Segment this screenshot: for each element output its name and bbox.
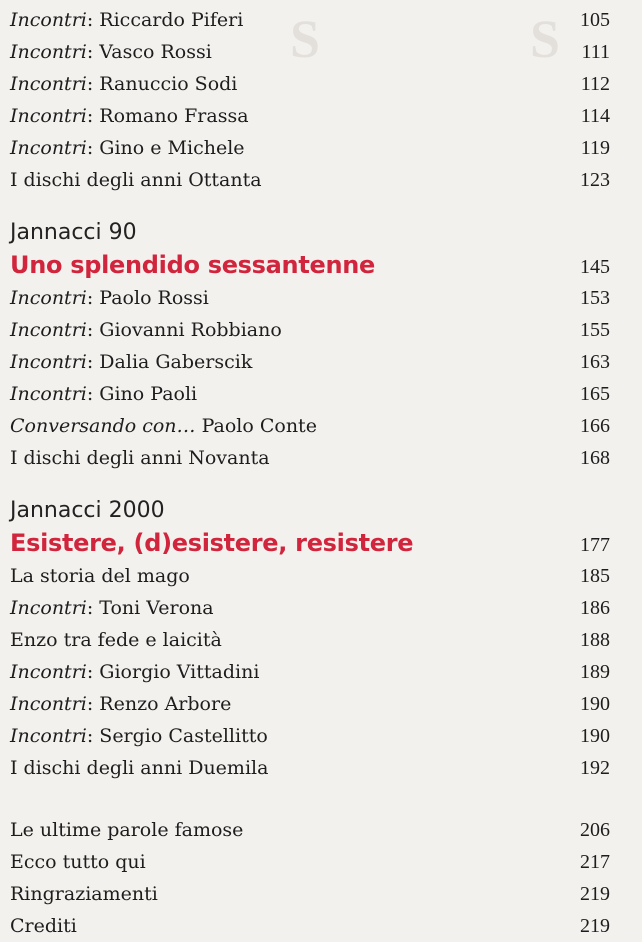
toc-entry [10,36,610,68]
toc-entry [10,846,610,878]
chapter-page-number: 145 [580,256,610,278]
toc-entry [10,878,610,910]
section-spacer [10,196,610,218]
table-of-contents [10,0,610,942]
toc-entry [10,314,610,346]
chapter-title: Esistere, (d)esistere, resistere [10,529,414,557]
toc-entry [10,100,610,132]
toc-entry [10,410,610,442]
toc-entry [10,910,610,942]
entry-page-number: 186 [580,597,610,619]
entry-page-number: 153 [580,287,610,309]
entry-title: Enzo tra fede e laicità [10,629,222,651]
toc-entry [10,68,610,100]
entry-title: I dischi degli anni Ottanta [10,169,262,191]
toc-entry [10,560,610,592]
entry-title: Ecco tutto qui [10,851,146,873]
chapter-page-number: 177 [580,534,610,556]
toc-entry [10,346,610,378]
entry-title: Incontri: Gino e Michele [10,137,245,159]
entry-page-number: 192 [580,757,610,779]
decade-heading: Jannacci 2000 [10,498,165,523]
entry-title: I dischi degli anni Novanta [10,447,270,469]
toc-entry [10,592,610,624]
entry-title: I dischi degli anni Duemila [10,757,269,779]
toc-section-90 [10,218,610,474]
entry-title: Incontri: Paolo Rossi [10,287,209,309]
entry-title: Crediti [10,915,77,937]
entry-page-number: 190 [580,725,610,747]
entry-title: Incontri: Riccardo Piferi [10,9,244,31]
toc-entry [10,624,610,656]
toc-section-2000 [10,496,610,784]
entry-page-number: 166 [580,415,610,437]
entry-page-number: 206 [580,819,610,841]
toc-entry [10,656,610,688]
entry-page-number: 188 [580,629,610,651]
entry-title: Incontri: Giorgio Vittadini [10,661,260,683]
entry-title: La storia del mago [10,565,190,587]
toc-entry [10,378,610,410]
entry-page-number: 155 [580,319,610,341]
entry-page-number: 190 [580,693,610,715]
toc-entry [10,814,610,846]
entry-title: Conversando con… Paolo Conte [10,415,317,437]
section-spacer [10,784,610,814]
entry-title: Incontri: Gino Paoli [10,383,198,405]
toc-entry [10,688,610,720]
chapter-title: Uno splendido sessantenne [10,251,376,279]
toc-entry [10,4,610,36]
entry-page-number: 111 [581,41,610,63]
entry-title: Incontri: Vasco Rossi [10,41,212,63]
entry-title: Incontri: Dalia Gaberscik [10,351,253,373]
entry-page-number: 105 [580,9,610,31]
toc-entry [10,752,610,784]
entry-title: Ringraziamenti [10,883,158,905]
entry-page-number: 123 [580,169,610,191]
entry-title: Incontri: Renzo Arbore [10,693,232,715]
entry-page-number: 189 [580,661,610,683]
entry-title: Incontri: Toni Verona [10,597,214,619]
entry-title: Incontri: Sergio Castellitto [10,725,268,747]
entry-page-number: 185 [580,565,610,587]
bleed-through-mark: S [530,9,561,69]
entry-page-number: 165 [580,383,610,405]
chapter-headline [10,248,610,282]
entry-title: Incontri: Giovanni Robbiano [10,319,282,341]
toc-entry [10,132,610,164]
entry-page-number: 219 [580,883,610,905]
entry-page-number: 219 [580,915,610,937]
entry-page-number: 163 [580,351,610,373]
entry-page-number: 112 [580,73,610,95]
toc-section-80 [10,0,610,196]
toc-section-back-matter [10,814,610,942]
entry-page-number: 114 [580,105,610,127]
entry-title: Le ultime parole famose [10,819,244,841]
entry-page-number: 217 [580,851,610,873]
toc-entry [10,164,610,196]
section-spacer [10,474,610,496]
entry-title: Incontri: Ranuccio Sodi [10,73,238,95]
toc-entry [10,442,610,474]
bleed-through-mark: S [290,9,321,69]
chapter-headline [10,526,610,560]
entry-title: Incontri: Romano Frassa [10,105,249,127]
decade-heading: Jannacci 90 [10,220,137,245]
toc-entry [10,720,610,752]
toc-entry [10,282,610,314]
entry-page-number: 168 [580,447,610,469]
entry-page-number: 119 [580,137,610,159]
